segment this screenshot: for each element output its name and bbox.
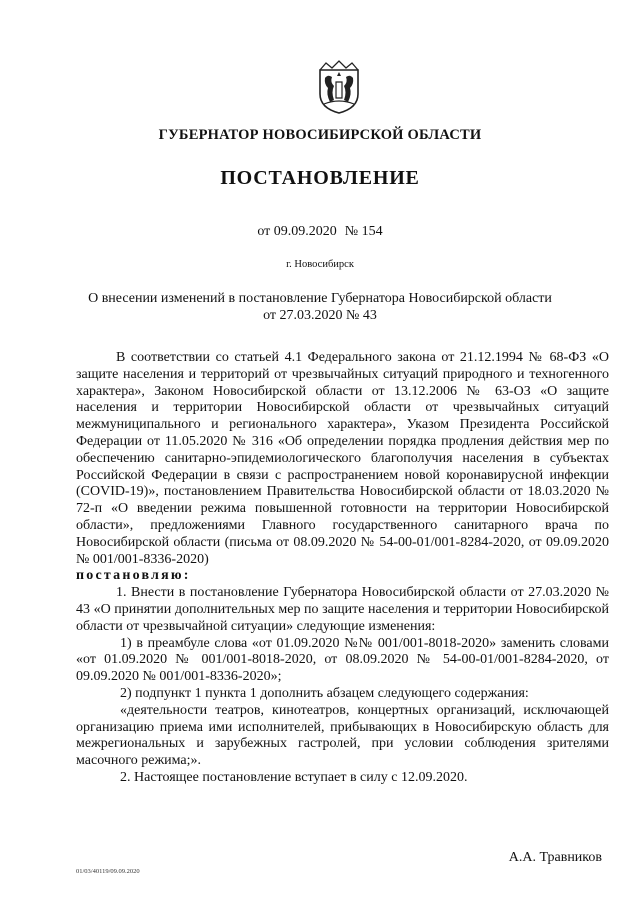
- decree-number: № 154: [344, 224, 383, 239]
- city: г. Новосибирск: [286, 259, 354, 270]
- subject-line-2: от 27.03.2020 № 43: [263, 308, 377, 323]
- novosibirsk-coat-of-arms-icon: [316, 60, 362, 114]
- item-1-subitem-1: 1) в преамбуле слова «от 01.09.2020 №№ 001/001-8018-2020» заменить словами «от 01.09.2020 № 001/001-8018-2020, от 08.09.2020 № 54-00-01/001-8284-2020, от 09.09.2020 № 001/001-8336-2020»;: [76, 635, 609, 685]
- preamble-paragraph: [76, 350, 609, 585]
- document-type: ПОСТАНОВЛЕНИЕ: [220, 167, 420, 189]
- subject-line-1: О внесении изменений в постановление Губернатора Новосибирской области: [88, 291, 552, 306]
- item-2: 2. Настоящее постановление вступает в силу с 12.09.2020.: [120, 769, 468, 785]
- authority-title: ГУБЕРНАТОР НОВОСИБИРСКОЙ ОБЛАСТИ: [158, 127, 482, 143]
- item-1-subitem-2-quote: «деятельности театров, кинотеатров, концертных организаций, исключающей организацию приема ими исполнителей, прибывающих в Новосибирскую область для межрегиональных и зарубежных гастролей, при условии соблюдения зрителями масочного режима;».: [76, 702, 609, 769]
- item-1: 1. Внести в постановление Губернатора Новосибирской области от 27.03.2020 № 43 «О принятии дополнительных мер по защите населения и территории Новосибирской области от чрезвычайной ситуации» следующие изменения:: [76, 585, 609, 634]
- decree-date: от 09.09.2020: [257, 224, 337, 239]
- decree-body: [76, 350, 609, 787]
- preamble-text: В соответствии со статьей 4.1 Федерального закона от 21.12.1994 № 68-ФЗ «О защите населения и территорий от чрезвычайных ситуаций природного и техногенного характера», Законом Новосибирской области от 13.12.2006 № 63-ОЗ «О защите населения и территории Новосибирской области от чрезвычайных ситуаций межмуниципального и регионального характера», Указом Президента Российской Федерации от 11.05.2020 № 316 «Об определении порядка продления действия мер по обеспечению санитарно-эпидемиологического благополучия населения в субъектах Российской Федерации в связи с распространением новой коронавирусной инфекции (COVID-19)», постановлением Правительства Новосибирской области от 18.03.2020 № 72-п «О введении режима повышенной готовности на территории Новосибирской области», предложениями Главного государственного санитарного врача по Новосибирской области (письма от 08.09.2020 № 54-00-01/001-8284-2020, от 09.09.2020 № 001/001-8336-2020): [76, 350, 609, 567]
- decree-subject: [0, 290, 640, 324]
- document-code: 01/03/40119/09.09.2020: [76, 868, 140, 875]
- signature-name: А.А. Травников: [508, 850, 602, 865]
- item-1-subitem-2: 2) подпункт 1 пункта 1 дополнить абзацем следующего содержания:: [120, 685, 529, 701]
- decree-word: постановляю:: [76, 568, 191, 584]
- date-number-line: [0, 224, 640, 240]
